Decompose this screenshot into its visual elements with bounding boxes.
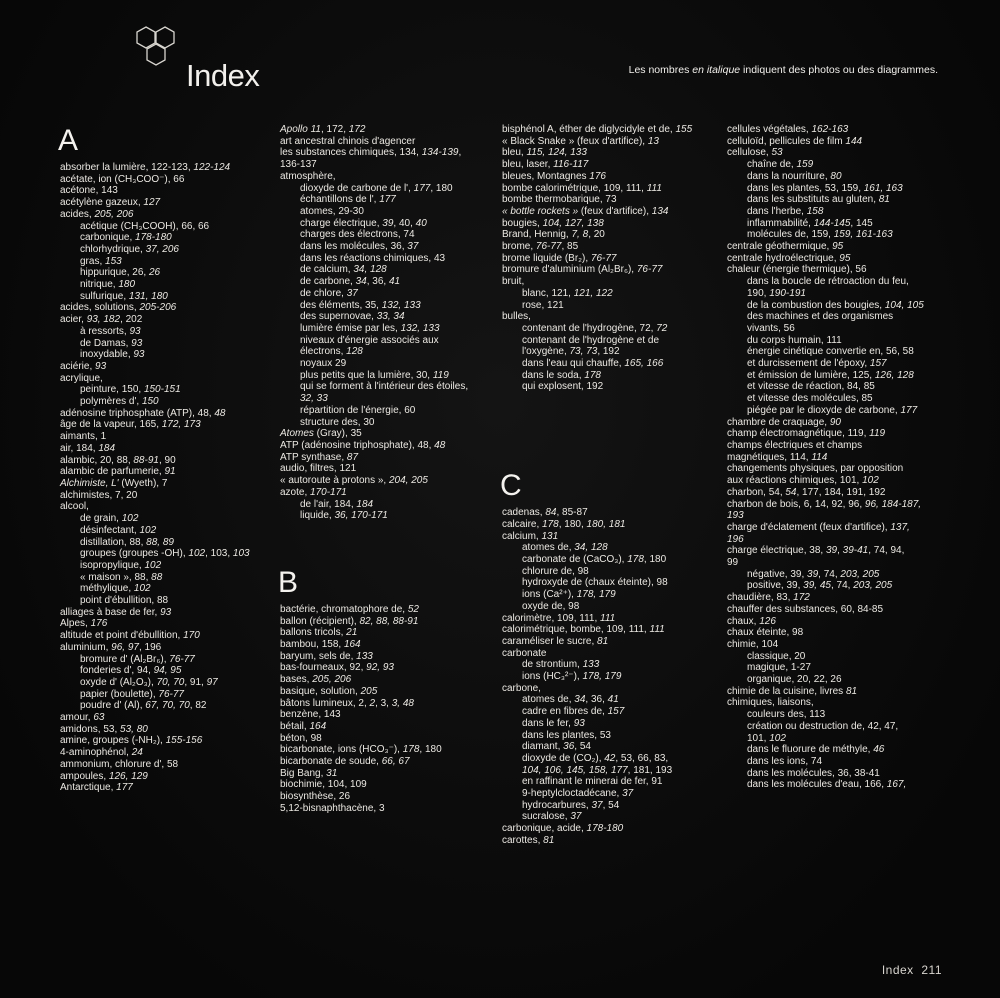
index-subentry: cadre en fibres de, 157 [522, 706, 625, 718]
index-subentry: du corps humain, 111 [747, 334, 842, 346]
page-number: 211 [921, 963, 942, 977]
index-entry: carottes, 81 [502, 834, 555, 846]
index-subentry: chaîne de, 159 [747, 159, 814, 171]
index-subentry: sulfurique, 131, 180 [80, 290, 168, 302]
index-entry: chaudière, 83, 172 [727, 592, 810, 604]
index-entry: calorimétrique, bombe, 109, 111, 111 [502, 624, 665, 636]
index-entry: Apollo 11, 172, 172 [280, 124, 366, 135]
index-subentry: rose, 121 [522, 299, 564, 311]
index-entry: bougies, 104, 127, 138 [502, 217, 604, 229]
page-footer [882, 963, 942, 977]
index-subentry: à ressorts, 93 [80, 325, 141, 337]
index-entry: altitude et point d'ébullition, 170 [60, 630, 200, 642]
index-subentry: inoxydable, 93 [80, 349, 145, 361]
index-entry: basique, solution, 205 [280, 685, 378, 697]
index-entry: alambic de parfumerie, 91 [60, 466, 176, 478]
index-subentry: et vitesse de réaction, 84, 85 [747, 381, 875, 393]
index-entry: 196 [727, 533, 744, 545]
index-entry: caraméliser le sucre, 81 [502, 635, 609, 647]
index-entry: air, 184, 184 [60, 442, 116, 454]
index-subentry: dioxyde de (CO₂), 42, 53, 66, 83, [522, 752, 669, 764]
index-subentry: charge électrique, 39, 40, 40 [300, 217, 427, 229]
index-entry: calcium, 131 [502, 530, 559, 542]
index-entry: aux réactions chimiques, 101, 102 [727, 475, 879, 487]
section-letter-c: C [500, 469, 522, 503]
index-subentry: fonderies d', 94, 94, 95 [80, 665, 182, 677]
index-entry: calorimètre, 109, 111, 111 [502, 612, 616, 624]
index-entry: 99 [727, 557, 739, 569]
index-entry: acrylique, [60, 372, 103, 384]
index-subentry: qui se forment à l'intérieur des étoiles, [300, 381, 469, 393]
index-subentry: peinture, 150, 150-151 [80, 384, 181, 396]
index-entry: biochimie, 104, 109 [280, 779, 367, 791]
index-subentry: chlorhydrique, 37, 206 [80, 243, 179, 255]
index-subentry: classique, 20 [747, 650, 806, 662]
index-entry: bulles, [502, 311, 531, 323]
index-subentry: 9-heptylcloctadécane, 37 [522, 788, 634, 800]
index-entry: bas-fourneaux, 92, 92, 93 [280, 662, 394, 674]
index-entry: chaleur (énergie thermique), 56 [727, 264, 867, 276]
index-subentry: dans l'herbe, 158 [747, 205, 824, 217]
index-subentry: de carbone, 34, 36, 41 [300, 276, 401, 288]
index-entry: acétate, ion (CH₃COO⁻), 66 [60, 173, 185, 185]
index-column-4 [727, 124, 952, 791]
index-entry: charbon, 54, 54, 177, 184, 191, 192 [727, 486, 886, 498]
index-entry: bicarbonate de soude, 66, 67 [280, 756, 410, 768]
index-entry: Big Bang, 31 [280, 767, 338, 779]
index-subentry: de calcium, 34, 128 [300, 264, 387, 276]
index-subentry: et durcissement de l'époxy, 157 [747, 358, 887, 370]
index-subentry: dioxyde de carbone de l', 177, 180 [300, 182, 453, 194]
index-entry: champ électromagnétique, 119, 119 [727, 428, 886, 440]
index-subentry: 190, 190-191 [747, 287, 806, 299]
index-entry: ampoules, 126, 129 [60, 770, 148, 782]
index-subentry: oxyde d' (Al₂O₃), 70, 70, 91, 97 [80, 676, 218, 688]
index-entry: alambic, 20, 88, 88-91, 90 [60, 454, 176, 466]
index-entry: ATP (adénosine triphosphate), 48, 48 [280, 439, 446, 451]
index-subentry: 101, 102 [747, 732, 786, 744]
index-entry: celluloïd, pellicules de film 144 [727, 135, 863, 147]
index-subentry: acétique (CH₃COOH), 66, 66 [80, 220, 210, 232]
index-subentry: dans le soda, 178 [522, 369, 601, 381]
index-entry: cadenas, 84, 85-87 [502, 507, 588, 519]
index-subentry: carbonate de (CaCO₃), 178, 180 [522, 553, 667, 565]
index-subentry: de chlore, 37 [300, 287, 358, 299]
index-subentry: dans le fer, 93 [522, 717, 585, 729]
index-subentry: dans la nourriture, 80 [747, 170, 842, 182]
index-subentry: papier (boulette), 76-77 [80, 688, 184, 700]
index-subentry: plus petits que la lumière, 30, 119 [300, 369, 449, 381]
index-entry: audio, filtres, 121 [280, 463, 357, 475]
section-letter-b: B [278, 565, 299, 599]
index-entry: « autoroute à protons », 204, 205 [280, 475, 428, 487]
index-subentry: répartition de l'énergie, 60 [300, 404, 416, 416]
index-subentry: échantillons de l', 177 [300, 194, 396, 206]
index-entry: bétail, 164 [280, 720, 327, 732]
index-entry: carbone, [502, 682, 541, 694]
index-subentry: polymères d', 150 [80, 396, 159, 408]
index-entry: 4-aminophénol, 24 [60, 747, 143, 759]
index-entry: « Black Snake » (feux d'artifice), 13 [502, 135, 659, 147]
index-entry: Atomes (Gray), 35 [280, 428, 362, 440]
index-entry: bromure d'aluminium (Al₂Br₆), 76-77 [502, 264, 663, 276]
index-subentry: groupes (groupes -OH), 102, 103, 103 [80, 548, 250, 560]
index-subentry: molécules de, 159, 159, 161-163 [747, 229, 893, 241]
index-entry: charge électrique, 38, 39, 39-41, 74, 94, [727, 545, 905, 557]
index-entry: bleu, laser, 116-117 [502, 159, 589, 171]
index-entry: les substances chimiques, 134, 134-139, [280, 147, 462, 159]
index-entry: ammonium, chlorure d', 58 [60, 758, 179, 770]
index-entry: centrale hydroélectrique, 95 [727, 252, 851, 264]
section-letter-a: A [58, 124, 79, 157]
index-subentry: blanc, 121, 121, 122 [522, 287, 613, 299]
index-entry: bicarbonate, ions (HCO₃⁻), 178, 180 [280, 744, 442, 756]
index-subentry: poudre d' (Al), 67, 70, 70, 82 [80, 700, 207, 712]
index-subentry: charges des électrons, 74 [300, 229, 415, 241]
index-subentry: et émission de lumière, 125, 126, 128 [747, 369, 914, 381]
index-entry: bâtons lumineux, 2, 2, 3, 3, 48 [280, 697, 414, 709]
index-entry: ballon (récipient), 82, 88, 88-91 [280, 615, 419, 627]
index-subentry: dans la boucle de rétroaction du feu, [747, 276, 909, 288]
index-column-2 [280, 124, 490, 815]
index-entry: chambre de craquage, 90 [727, 416, 841, 428]
index-subentry: oxyde de, 98 [522, 600, 580, 612]
index-entry: changements physiques, par opposition [727, 463, 904, 475]
index-entry: Antarctique, 177 [60, 782, 133, 794]
index-subentry: désinfectant, 102 [80, 524, 157, 536]
index-entry: amour, 63 [60, 712, 105, 724]
index-subentry: énergie cinétique convertie en, 56, 58 [747, 346, 914, 358]
hexagon-logo-icon [130, 20, 190, 90]
index-entry: acides, solutions, 205-206 [60, 302, 177, 314]
italic-legend-note: Les nombres en italique indiquent des photos ou des diagrammes. [628, 64, 938, 76]
index-subentry: ions (Ca²⁺), 178, 179 [522, 589, 616, 601]
index-subentry: 104, 106, 145, 158, 177, 181, 193 [522, 764, 673, 776]
index-subentry: des éléments, 35, 132, 133 [300, 299, 421, 311]
index-entry: benzène, 143 [280, 709, 341, 721]
index-subentry: dans les plantes, 53 [522, 729, 611, 741]
index-subentry: diamant, 36, 54 [522, 741, 591, 753]
index-entry: 193 [727, 510, 744, 522]
index-entry: chauffer des substances, 60, 84-85 [727, 603, 884, 615]
index-entry: alchimistes, 7, 20 [60, 489, 138, 501]
index-entry: magnétiques, 114, 114 [727, 451, 828, 463]
index-subentry: atomes de, 34, 36, 41 [522, 694, 619, 706]
index-subentry: gras, 153 [80, 255, 122, 267]
index-subentry: vivants, 56 [747, 322, 795, 334]
index-entry: bambou, 158, 164 [280, 639, 361, 651]
index-subentry: couleurs des, 113 [747, 709, 826, 721]
index-subentry: ions (HC₃²⁻), 178, 179 [522, 671, 622, 683]
index-subentry: hippurique, 26, 26 [80, 267, 161, 279]
index-entry: adénosine triphosphate (ATP), 48, 48 [60, 407, 226, 419]
index-subentry: liquide, 36, 170-171 [300, 510, 388, 522]
index-subentry: des machines et des organismes [747, 311, 894, 323]
index-entry: acétylène gazeux, 127 [60, 197, 161, 209]
index-entry: biosynthèse, 26 [280, 791, 351, 803]
index-entry: brome liquide (Br₂), 76-77 [502, 252, 617, 264]
index-subentry: dans le fluorure de méthyle, 46 [747, 744, 885, 756]
index-subentry: 32, 33 [300, 393, 328, 405]
index-entry: centrale géothermique, 95 [727, 241, 844, 253]
index-subentry: atomes, 29-30 [300, 205, 364, 217]
index-entry: chimie, 104 [727, 638, 779, 650]
index-entry: champs électriques et champs [727, 439, 863, 451]
index-entry: chaux, 126 [727, 615, 776, 627]
index-subentry: distillation, 88, 88, 89 [80, 536, 174, 548]
index-subentry: nitrique, 180 [80, 279, 136, 291]
index-subentry: qui explosent, 192 [522, 381, 604, 393]
index-entry: bombe calorimétrique, 109, 111, 111 [502, 182, 662, 194]
index-entry: aimants, 1 [60, 431, 107, 443]
index-entry: carbonate [502, 647, 547, 659]
index-subentry: sucralose, 37 [522, 811, 582, 823]
index-subentry: de strontium, 133 [522, 659, 600, 671]
index-subentry: dans les substituts au gluten, 81 [747, 194, 890, 206]
index-entry: bombe thermobarique, 73 [502, 194, 617, 206]
index-subentry: de grain, 102 [80, 513, 139, 525]
index-subentry: de la combustion des bougies, 104, 105 [747, 299, 924, 311]
index-entry: béton, 98 [280, 732, 322, 744]
index-entry: Alpes, 176 [60, 618, 108, 630]
index-subentry: carbonique, 178-180 [80, 232, 172, 244]
index-subentry: contenant de l'hydrogène et de [522, 334, 660, 346]
index-entry: art ancestral chinois d'agencer [280, 135, 416, 147]
index-entry: bases, 205, 206 [280, 674, 352, 686]
index-entry: ATP synthase, 87 [280, 451, 359, 463]
index-subentry: création ou destruction de, 42, 47, [747, 720, 899, 732]
index-subentry: lumière émise par les, 132, 133 [300, 322, 440, 334]
index-entry: carbonique, acide, 178-180 [502, 823, 624, 835]
index-entry: bactérie, chromatophore de, 52 [280, 603, 419, 615]
index-entry: Alchimiste, L' (Wyeth), 7 [60, 477, 168, 489]
index-entry: acier, 93, 182, 202 [60, 314, 143, 326]
index-subentry: magique, 1-27 [747, 662, 811, 674]
index-entry: bisphénol A, éther de diglycidyle et de, 155 [502, 124, 693, 135]
index-entry: charbon de bois, 6, 14, 92, 96, 96, 184-187, [727, 498, 922, 510]
index-subentry: organique, 20, 22, 26 [747, 674, 842, 686]
index-subentry: hydrocarbures, 37, 54 [522, 799, 620, 811]
index-column-3 [502, 124, 717, 847]
index-subentry: dans les molécules d'eau, 166, 167, [747, 779, 907, 791]
index-entry: charge d'éclatement (feux d'artifice), 137, [727, 521, 910, 533]
index-entry: « bottle rockets » (feux d'artifice), 134 [502, 205, 669, 217]
index-subentry: et vitesse des molécules, 85 [747, 393, 873, 405]
index-entry: bruit, [502, 276, 525, 288]
index-entry: alliages à base de fer, 93 [60, 606, 172, 618]
index-entry: 136-137 [280, 159, 317, 171]
index-entry: âge de la vapeur, 165, 172, 173 [60, 419, 201, 431]
index-subentry: en raffinant le minerai de fer, 91 [522, 776, 663, 788]
index-subentry: contenant de l'hydrogène, 72, 72 [522, 322, 668, 334]
index-subentry: isopropylique, 102 [80, 559, 162, 571]
index-entry: bleues, Montagnes 176 [502, 170, 606, 182]
page-title: Index [186, 58, 260, 93]
index-subentry: positive, 39, 39, 45, 74, 203, 205 [747, 580, 893, 592]
index-subentry: bromure d' (Al₂Br₆), 76-77 [80, 653, 195, 665]
index-entry: azote, 170-171 [280, 486, 347, 498]
index-subentry: de Damas, 93 [80, 337, 143, 349]
footer-section: Index [881, 963, 914, 977]
index-entry: baryum, sels de, 133 [280, 650, 373, 662]
index-subentry: dans les plantes, 53, 159, 161, 163 [747, 182, 903, 194]
index-subentry: électrons, 128 [300, 346, 363, 358]
index-entry: ballons tricols, 21 [280, 627, 358, 639]
index-subentry: structure des, 30 [300, 416, 375, 428]
index-subentry: dans les ions, 74 [747, 755, 823, 767]
index-entry: atmosphère, [280, 170, 336, 182]
index-entry: acides, 205, 206 [60, 208, 134, 220]
index-entry: chimiques, liaisons, [727, 697, 814, 709]
index-subentry: méthylique, 102 [80, 583, 151, 595]
index-entry: amidons, 53, 53, 80 [60, 723, 148, 735]
index-subentry: l'oxygène, 73, 73, 192 [522, 346, 620, 358]
index-entry: brome, 76-77, 85 [502, 241, 579, 253]
index-subentry: piégée par le dioxyde de carbone, 177 [747, 404, 918, 416]
index-subentry: inflammabilité, 144-145, 145 [747, 217, 873, 229]
index-entry: aciérie, 93 [60, 360, 107, 372]
index-subentry: dans les molécules, 36, 38-41 [747, 767, 880, 779]
index-entry: alcool, [60, 501, 89, 513]
index-entry: Brand, Hennig, 7, 8, 20 [502, 229, 605, 241]
index-subentry: hydroxyde de (chaux éteinte), 98 [522, 577, 668, 589]
index-subentry: dans les réactions chimiques, 43 [300, 252, 446, 264]
index-entry: 5,12-bisnaphthacène, 3 [280, 802, 385, 814]
index-entry: chaux éteinte, 98 [727, 627, 804, 639]
index-entry: calcaire, 178, 180, 180, 181 [502, 518, 626, 530]
index-subentry: chlorure de, 98 [522, 565, 589, 577]
index-subentry: des supernovae, 33, 34 [300, 311, 405, 323]
index-subentry: dans les molécules, 36, 37 [300, 241, 419, 253]
index-subentry: atomes de, 34, 128 [522, 542, 608, 554]
index-subentry: négative, 39, 39, 74, 203, 205 [747, 568, 880, 580]
index-entry: cellulose, 53 [727, 147, 783, 159]
index-column-1 [60, 124, 270, 794]
index-subentry: de l'air, 184, 184 [300, 498, 374, 510]
index-subentry: niveaux d'énergie associés aux [300, 334, 439, 346]
index-entry: absorber la lumière, 122-123, 122-124 [60, 162, 231, 173]
index-entry: chimie de la cuisine, livres 81 [727, 685, 858, 697]
index-subentry: « maison », 88, 88 [80, 571, 163, 583]
index-subentry: noyaux 29 [300, 358, 347, 370]
index-subentry: point d'ébullition, 88 [80, 595, 169, 607]
index-entry: amine, groupes (-NH₂), 155-156 [60, 735, 203, 747]
index-entry: aluminium, 96, 97, 196 [60, 641, 162, 653]
index-entry: cellules végétales, 162-163 [727, 124, 849, 135]
index-entry: acétone, 143 [60, 185, 118, 197]
index-entry: bleu, 115, 124, 133 [502, 147, 587, 159]
index-subentry: dans l'eau qui chauffe, 165, 166 [522, 358, 664, 370]
